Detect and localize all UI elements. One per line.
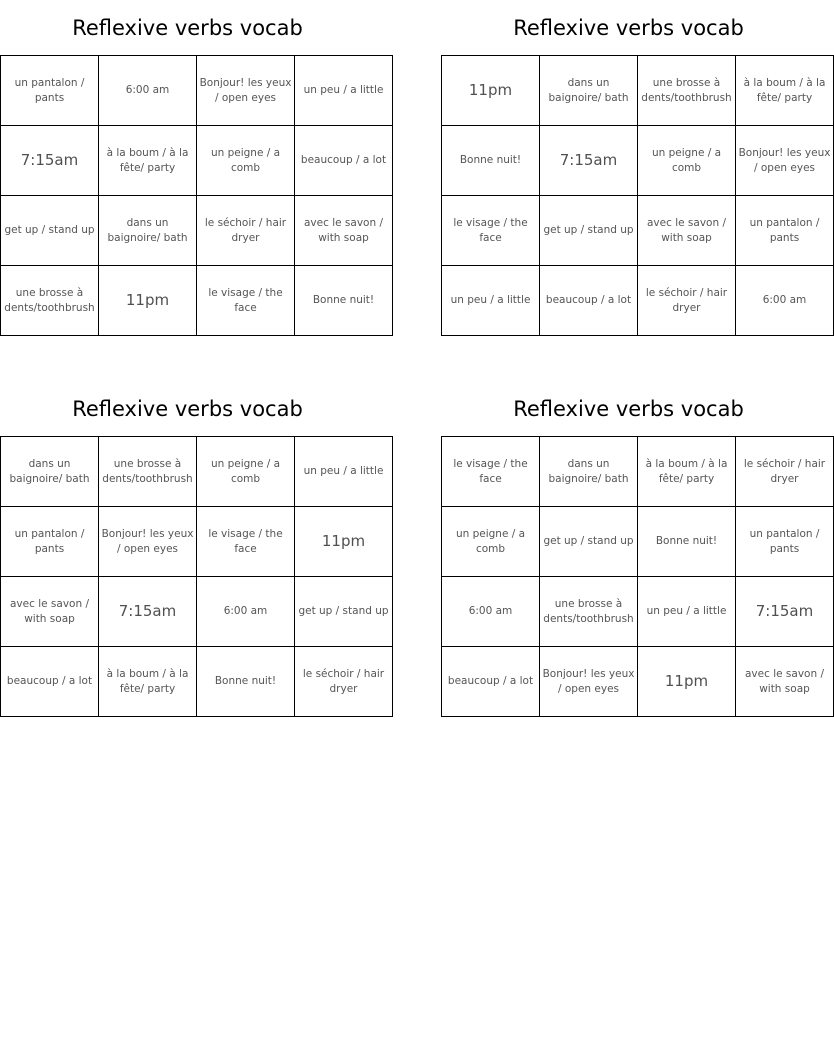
- card-title: Reflexive verbs vocab: [72, 16, 303, 40]
- grid-row: [442, 577, 834, 647]
- grid-cell: 11pm: [295, 507, 393, 577]
- grid-cell: get up / stand up: [540, 196, 638, 266]
- grid-cell: 7:15am: [736, 577, 834, 647]
- card-title: Reflexive verbs vocab: [72, 397, 303, 421]
- grid-cell: un pantalon / pants: [1, 56, 99, 126]
- grid-row: [1, 196, 393, 266]
- grid-cell: à la boum / à la fête/ party: [638, 437, 736, 507]
- grid-cell: Bonjour! les yeux / open eyes: [540, 647, 638, 717]
- grid-cell: une brosse à dents/toothbrush: [638, 56, 736, 126]
- grid-cell: avec le savon / with soap: [638, 196, 736, 266]
- grid-row: [442, 266, 834, 336]
- grid-cell: à la boum / à la fête/ party: [99, 647, 197, 717]
- grid-cell: Bonne nuit!: [638, 507, 736, 577]
- grid-cell: le séchoir / hair dryer: [736, 437, 834, 507]
- grid-cell: le séchoir / hair dryer: [638, 266, 736, 336]
- grid-cell: un peigne / a comb: [638, 126, 736, 196]
- grid-cell: le visage / the face: [442, 196, 540, 266]
- grid-row: [1, 507, 393, 577]
- grid-cell: Bonjour! les yeux / open eyes: [99, 507, 197, 577]
- grid-cell: Bonne nuit!: [442, 126, 540, 196]
- grid-cell: avec le savon / with soap: [736, 647, 834, 717]
- card-title: Reflexive verbs vocab: [513, 16, 744, 40]
- grid-row: [442, 647, 834, 717]
- bingo-grid: [0, 436, 393, 717]
- grid-row: [1, 437, 393, 507]
- grid-row: [442, 196, 834, 266]
- grid-row: [442, 437, 834, 507]
- grid-cell: un peu / a little: [295, 437, 393, 507]
- grid-cell: dans un baignoire/ bath: [540, 56, 638, 126]
- grid-cell: un pantalon / pants: [736, 507, 834, 577]
- grid-cell: un peigne / a comb: [442, 507, 540, 577]
- bingo-card-4: [441, 381, 826, 717]
- grid-cell: 7:15am: [99, 577, 197, 647]
- grid-cell: 6:00 am: [442, 577, 540, 647]
- grid-cell: get up / stand up: [540, 507, 638, 577]
- grid-row: [1, 56, 393, 126]
- grid-cell: dans un baignoire/ bath: [99, 196, 197, 266]
- bingo-grid: [0, 55, 393, 336]
- grid-cell: le visage / the face: [197, 507, 295, 577]
- grid-cell: 11pm: [99, 266, 197, 336]
- grid-cell: avec le savon / with soap: [1, 577, 99, 647]
- card-title: Reflexive verbs vocab: [513, 397, 744, 421]
- grid-cell: une brosse à dents/toothbrush: [1, 266, 99, 336]
- bingo-grid: [441, 436, 834, 717]
- grid-cell: 6:00 am: [99, 56, 197, 126]
- grid-cell: à la boum / à la fête/ party: [736, 56, 834, 126]
- grid-cell: le séchoir / hair dryer: [197, 196, 295, 266]
- grid-cell: dans un baignoire/ bath: [1, 437, 99, 507]
- grid-cell: get up / stand up: [295, 577, 393, 647]
- grid-cell: à la boum / à la fête/ party: [99, 126, 197, 196]
- grid-cell: beaucoup / a lot: [540, 266, 638, 336]
- grid-row: [1, 126, 393, 196]
- grid-row: [1, 577, 393, 647]
- grid-cell: 11pm: [638, 647, 736, 717]
- bingo-card-1: [0, 0, 387, 336]
- grid-cell: un peu / a little: [295, 56, 393, 126]
- grid-cell: dans un baignoire/ bath: [540, 437, 638, 507]
- grid-cell: un peigne / a comb: [197, 126, 295, 196]
- grid-cell: Bonne nuit!: [295, 266, 393, 336]
- grid-cell: avec le savon / with soap: [295, 196, 393, 266]
- grid-cell: une brosse à dents/toothbrush: [540, 577, 638, 647]
- bingo-card-2: [441, 0, 831, 336]
- grid-cell: un pantalon / pants: [1, 507, 99, 577]
- grid-cell: get up / stand up: [1, 196, 99, 266]
- grid-row: [442, 56, 834, 126]
- bingo-grid: [441, 55, 834, 336]
- grid-cell: 6:00 am: [197, 577, 295, 647]
- grid-row: [442, 126, 834, 196]
- grid-row: [1, 647, 393, 717]
- grid-row: [1, 266, 393, 336]
- grid-cell: une brosse à dents/toothbrush: [99, 437, 197, 507]
- grid-cell: un pantalon / pants: [736, 196, 834, 266]
- grid-cell: un peigne / a comb: [197, 437, 295, 507]
- grid-row: [442, 507, 834, 577]
- grid-cell: 11pm: [442, 56, 540, 126]
- grid-cell: le séchoir / hair dryer: [295, 647, 393, 717]
- grid-cell: un peu / a little: [442, 266, 540, 336]
- grid-cell: Bonjour! les yeux / open eyes: [736, 126, 834, 196]
- grid-cell: 7:15am: [1, 126, 99, 196]
- grid-cell: Bonjour! les yeux / open eyes: [197, 56, 295, 126]
- grid-cell: beaucoup / a lot: [295, 126, 393, 196]
- grid-cell: le visage / the face: [197, 266, 295, 336]
- grid-cell: 6:00 am: [736, 266, 834, 336]
- grid-cell: Bonne nuit!: [197, 647, 295, 717]
- grid-cell: un peu / a little: [638, 577, 736, 647]
- grid-cell: le visage / the face: [442, 437, 540, 507]
- bingo-card-3: [0, 381, 389, 717]
- grid-cell: 7:15am: [540, 126, 638, 196]
- grid-cell: beaucoup / a lot: [1, 647, 99, 717]
- grid-cell: beaucoup / a lot: [442, 647, 540, 717]
